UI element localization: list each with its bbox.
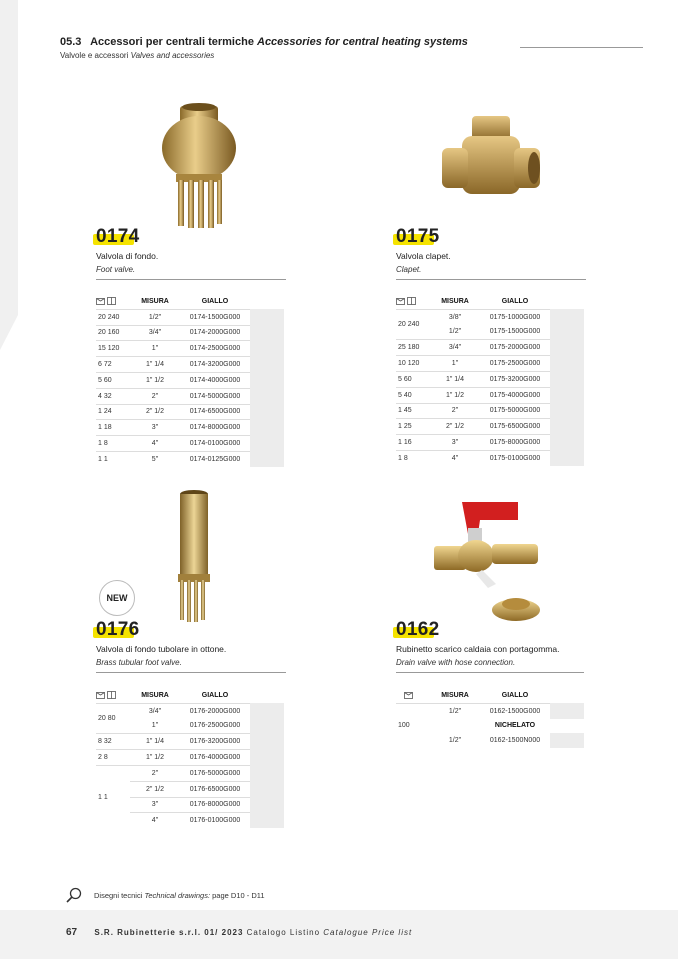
- pack-qty: 6 72: [96, 357, 130, 373]
- table-row: [396, 435, 584, 451]
- table-row: [96, 420, 284, 436]
- pack-qty: 1 8: [396, 450, 430, 465]
- table-row: [396, 450, 584, 465]
- size: 3": [130, 797, 180, 813]
- size: 5": [130, 451, 180, 466]
- article-code: 0176-3200G000: [180, 734, 250, 750]
- pack-qty: 1 25: [396, 419, 430, 435]
- table-header-row: [96, 294, 284, 309]
- size: 3/4": [430, 340, 480, 356]
- article-code: 0174-3200G000: [180, 357, 250, 373]
- foot-valve-image: [158, 100, 240, 232]
- price-cell: [250, 781, 284, 797]
- size: 1" 1/2: [130, 372, 180, 388]
- product-code: 0176: [96, 619, 140, 640]
- article-code: 0175-6500G000: [480, 419, 550, 435]
- pack-qty: 5 60: [396, 371, 430, 387]
- product-desc-it: Valvola di fondo tubolare in ottone.: [96, 644, 227, 654]
- size: 4": [130, 813, 180, 828]
- table-row: [96, 404, 284, 420]
- table-row: [396, 356, 584, 372]
- price-cell: [550, 435, 584, 451]
- table-row: [396, 387, 584, 403]
- article-code: 0175-8000G000: [480, 435, 550, 451]
- product-desc-it: Valvola clapet.: [396, 251, 451, 261]
- table-row: [96, 309, 284, 325]
- page-number: 67: [66, 927, 78, 938]
- article-code: 0175-2500G000: [480, 356, 550, 372]
- price-cell: [550, 450, 584, 465]
- price-cell: [550, 340, 584, 356]
- product-0174: [96, 226, 286, 280]
- page-edge-tab: [0, 0, 18, 350]
- table-row: [396, 309, 584, 324]
- price-cell: [550, 403, 584, 419]
- tubular-foot-valve-image: [172, 488, 216, 624]
- col-giallo: GIALLO: [201, 297, 229, 305]
- price-cell: [250, 703, 284, 718]
- product-rule: [96, 279, 286, 280]
- size: 1" 1/4: [430, 371, 480, 387]
- article-code: 0174-4000G000: [180, 372, 250, 388]
- size: 3": [130, 420, 180, 436]
- article-code: 0174-2500G000: [180, 341, 250, 357]
- spec-table-0175: [396, 294, 584, 466]
- col-misura: MISURA: [141, 691, 169, 699]
- price-cell: [250, 765, 284, 781]
- package-icon: [396, 297, 416, 305]
- article-code: 0176-2000G000: [180, 703, 250, 718]
- product-desc-it: Valvola di fondo.: [96, 251, 159, 261]
- price-cell: [250, 341, 284, 357]
- pack-qty: 10 120: [396, 356, 430, 372]
- pack-qty: 1 24: [96, 404, 130, 420]
- table-row: [96, 372, 284, 388]
- article-code: 0162-1500N000: [489, 737, 541, 745]
- table-row: [96, 765, 284, 781]
- article-code: 0174-0100G000: [180, 436, 250, 452]
- table-row: [96, 734, 284, 750]
- price-cell: [250, 436, 284, 452]
- size: 2": [130, 765, 180, 781]
- package-icon: [404, 691, 413, 699]
- pack-qty: 20 160: [96, 325, 130, 341]
- pack-qty: 5 40: [396, 387, 430, 403]
- article-code: 0174-5000G000: [180, 388, 250, 404]
- pack-qty: 4 32: [96, 388, 130, 404]
- price-cell: [250, 797, 284, 813]
- article-code: 0175-4000G000: [480, 387, 550, 403]
- catalog-it: Catalogo Listino: [246, 928, 321, 937]
- col-giallo: GIALLO: [501, 297, 529, 305]
- price-cell: [250, 357, 284, 373]
- product-0176: [96, 619, 286, 673]
- section-subtitle: [60, 51, 585, 60]
- article-code: 0174-8000G000: [180, 420, 250, 436]
- article-code: 0175-3200G000: [480, 371, 550, 387]
- price-cell: [250, 719, 284, 734]
- pack-qty: 2 8: [96, 750, 130, 766]
- col-misura: MISURA: [441, 297, 469, 305]
- pack-qty: 20 240: [396, 309, 430, 340]
- article-code: 0176-8000G000: [180, 797, 250, 813]
- article-code: 0174-1500G000: [180, 309, 250, 325]
- pack-qty: 100: [396, 703, 430, 748]
- pack-qty: 1 8: [96, 436, 130, 452]
- spec-table-0162: [396, 688, 584, 748]
- product-0175: [396, 226, 586, 280]
- size: 2": [130, 388, 180, 404]
- article-code: 0176-2500G000: [189, 722, 241, 730]
- clapet-valve-image: [438, 112, 544, 204]
- pack-qty: 20 240: [96, 309, 130, 325]
- search-icon: [66, 887, 82, 903]
- pack-qty: 1 16: [396, 435, 430, 451]
- article-code: 0174-0125G000: [180, 451, 250, 466]
- price-cell: [250, 750, 284, 766]
- price-cell: [550, 309, 584, 324]
- pack-qty: 1 45: [396, 403, 430, 419]
- size: 1" 1/4: [130, 357, 180, 373]
- edition: 01/ 2023: [204, 928, 244, 937]
- product-0162: [396, 619, 586, 673]
- size: 1/2": [448, 737, 462, 745]
- footnote-ref: page D10 - D11: [212, 890, 265, 900]
- product-code: 0174: [96, 226, 140, 247]
- footnote-text: [94, 891, 265, 900]
- table-row: [96, 436, 284, 452]
- catalog-en: Catalogue Price list: [323, 928, 413, 937]
- price-cell: [250, 325, 284, 341]
- price-cell: [550, 703, 584, 718]
- table-row: [96, 357, 284, 373]
- pack-qty: 20 80: [96, 703, 130, 734]
- section-number: 05.3: [60, 36, 82, 48]
- table-row: [396, 703, 584, 718]
- col-giallo: GIALLO: [501, 691, 529, 699]
- size: 2" 1/2: [430, 419, 480, 435]
- section-title: [60, 36, 585, 48]
- price-cell: [550, 419, 584, 435]
- article-code: 0175-0100G000: [480, 450, 550, 465]
- table-row: [96, 325, 284, 341]
- table-row: [396, 340, 584, 356]
- footnote-label-en: Technical drawings:: [144, 890, 211, 900]
- pack-qty: 15 120: [96, 341, 130, 357]
- size: 2" 1/2: [130, 404, 180, 420]
- table-row: [96, 750, 284, 766]
- header-rule: [520, 47, 643, 48]
- article-code: 0176-5000G000: [180, 765, 250, 781]
- price-cell: [250, 372, 284, 388]
- price-cell: [250, 404, 284, 420]
- product-desc-en: Drain valve with hose connection.: [396, 658, 516, 667]
- article-code: 0175-2000G000: [480, 340, 550, 356]
- pack-qty: 5 60: [96, 372, 130, 388]
- product-rule: [96, 672, 286, 673]
- company-name: S.R. Rubinetterie s.r.l.: [94, 928, 202, 937]
- col-misura: MISURA: [441, 691, 469, 699]
- subtitle-en: Valves and accessories: [130, 51, 215, 60]
- price-cell: [250, 309, 284, 325]
- article-code: 0175-5000G000: [480, 403, 550, 419]
- price-cell: [550, 325, 584, 340]
- price-cell: [550, 387, 584, 403]
- col-giallo: GIALLO: [201, 691, 229, 699]
- article-code: 0174-6500G000: [180, 404, 250, 420]
- spec-table-0176: [96, 688, 284, 828]
- product-desc-en: Clapet.: [396, 265, 422, 274]
- table-row: [96, 703, 284, 718]
- table-header-row: [396, 688, 584, 703]
- product-code: 0162: [396, 619, 440, 640]
- price-cell: [250, 451, 284, 466]
- size: 4": [130, 436, 180, 452]
- size: 3/4": [130, 325, 180, 341]
- footnote-label-it: Disegni tecnici: [94, 890, 143, 900]
- size: 1": [130, 341, 180, 357]
- size: 3": [430, 435, 480, 451]
- table-row: [396, 371, 584, 387]
- article-code: 0176-6500G000: [180, 781, 250, 797]
- price-cell: [250, 734, 284, 750]
- price-cell: [250, 420, 284, 436]
- price-cell: [550, 356, 584, 372]
- section-title-it: Accessori per centrali termiche: [90, 36, 254, 48]
- product-rule: [396, 672, 584, 673]
- footer-text: [66, 927, 412, 938]
- col-misura: MISURA: [141, 297, 169, 305]
- product-desc-en: Brass tubular foot valve.: [96, 658, 182, 667]
- technical-drawings-note: [66, 887, 265, 903]
- size: 3/4": [130, 703, 180, 718]
- size: 1": [430, 356, 480, 372]
- article-code: 0162-1500G000: [480, 703, 550, 718]
- pack-qty: 1 1: [96, 765, 130, 828]
- table-header-row: [396, 294, 584, 309]
- size: 2" 1/2: [130, 781, 180, 797]
- article-code: 0176-4000G000: [180, 750, 250, 766]
- pack-qty: 1 1: [96, 451, 130, 466]
- article-code: 0175-1500G000: [489, 328, 541, 336]
- table-header-row: [96, 688, 284, 703]
- article-code: 0174-2000G000: [180, 325, 250, 341]
- size: 2": [430, 403, 480, 419]
- table-row: [396, 403, 584, 419]
- pack-qty: 8 32: [96, 734, 130, 750]
- size: 1/2": [448, 328, 462, 336]
- page-footer: [0, 910, 678, 959]
- package-icon: [96, 297, 116, 305]
- size: 1": [151, 722, 159, 730]
- new-badge: NEW: [99, 580, 135, 616]
- article-code: 0176-0100G000: [180, 813, 250, 828]
- section-header: [60, 36, 585, 60]
- package-icon: [96, 691, 116, 699]
- product-desc-en: Foot valve.: [96, 265, 136, 274]
- size: 1/2": [430, 703, 480, 718]
- price-cell: [250, 813, 284, 828]
- size: 1" 1/4: [130, 734, 180, 750]
- size: 3/8": [430, 309, 480, 324]
- table-row: [96, 388, 284, 404]
- product-rule: [396, 279, 586, 280]
- product-desc-it: Rubinetto scarico caldaia con portagomma.: [396, 644, 560, 654]
- subtitle-it: Valvole e accessori: [60, 51, 129, 60]
- size: 1" 1/2: [430, 387, 480, 403]
- size: 4": [430, 450, 480, 465]
- finish-nichelato: NICHELATO: [494, 722, 536, 730]
- price-cell: [550, 733, 584, 748]
- section-title-en: Accessories for central heating systems: [257, 36, 468, 48]
- pack-qty: 25 180: [396, 340, 430, 356]
- price-cell: [550, 371, 584, 387]
- product-code: 0175: [396, 226, 440, 247]
- article-code: 0175-1000G000: [480, 309, 550, 324]
- drain-valve-image: [430, 498, 546, 626]
- size: 1/2": [130, 309, 180, 325]
- spec-table-0174: [96, 294, 284, 467]
- price-cell: [250, 388, 284, 404]
- table-row: [96, 451, 284, 466]
- table-row: [96, 341, 284, 357]
- pack-qty: 1 18: [96, 420, 130, 436]
- size: 1" 1/2: [130, 750, 180, 766]
- table-row: [396, 419, 584, 435]
